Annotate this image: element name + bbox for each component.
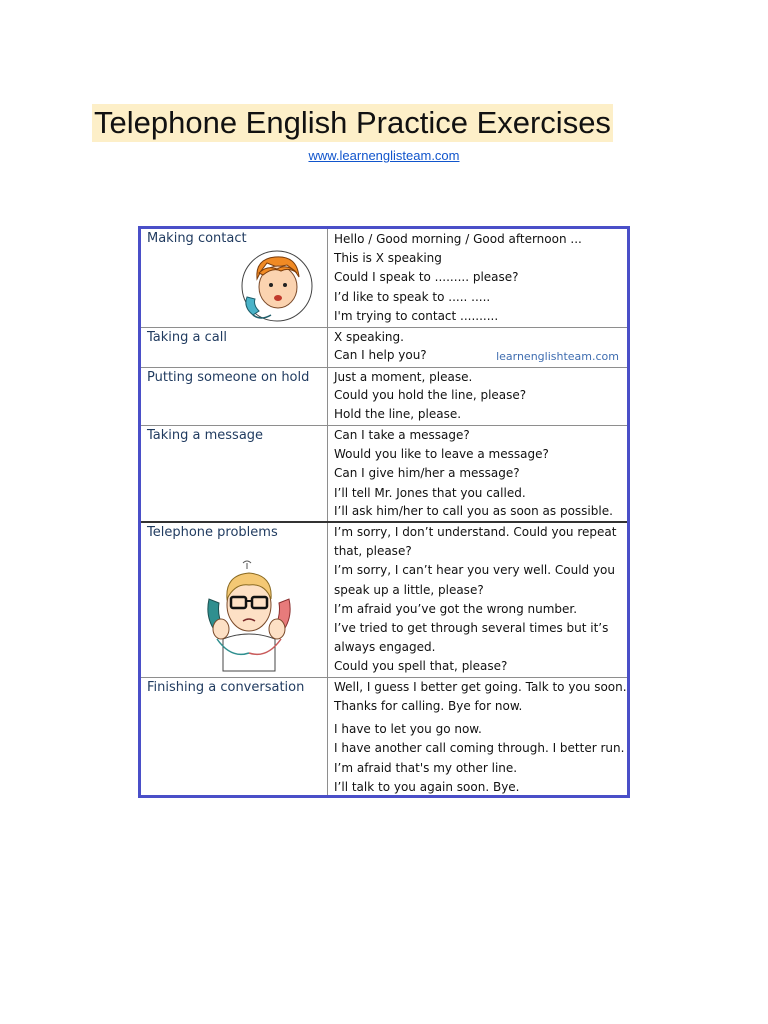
- phrase-cell: [327, 229, 627, 327]
- phrase-line: Hello / Good morning / Good afternoon ...: [334, 232, 582, 246]
- website-link[interactable]: www.learnenglisteam.com: [308, 148, 460, 163]
- phrase-line: Could you hold the line, please?: [334, 388, 527, 402]
- phrase-line: Just a moment, please.: [334, 370, 473, 384]
- phrase-table: [138, 226, 630, 798]
- phrase-line: This is X speaking: [334, 251, 442, 265]
- phone-call-boy-icon: [237, 249, 317, 328]
- section-label: Telephone problems: [147, 525, 278, 540]
- phrase-line: that, please?: [334, 544, 412, 558]
- phrase-line: Could you spell that, please?: [334, 659, 508, 673]
- phrase-line: I’ll tell Mr. Jones that you called.: [334, 486, 526, 500]
- confused-man-two-phones-icon: [205, 559, 293, 682]
- table-row-telephone-problems: [141, 523, 627, 678]
- phrase-line: I’m afraid that's my other line.: [334, 761, 518, 775]
- phrase-line: I’m sorry, I don’t understand. Could you repeat: [334, 525, 617, 539]
- phrase-line: Can I take a message?: [334, 428, 470, 442]
- phrase-line: I'm trying to contact ..........: [334, 309, 499, 323]
- table-row-finishing-a-conversation: [141, 678, 627, 795]
- phrase-line: Could I speak to ......... please?: [334, 270, 519, 284]
- phrase-line: I’m afraid you’ve got the wrong number.: [334, 602, 578, 616]
- phrase-cell: [327, 328, 627, 367]
- phrase-line: Hold the line, please.: [334, 407, 462, 421]
- phrase-line: I’d like to speak to ..... .....: [334, 290, 491, 304]
- phrase-line: Would you like to leave a message?: [334, 447, 549, 461]
- phrase-line: I’ve tried to get through several times but it’s: [334, 621, 609, 635]
- section-label: Taking a message: [147, 428, 264, 443]
- phrase-line: I’ll talk to you again soon. Bye.: [334, 780, 520, 794]
- phrase-line: I have another call coming through. I better run.: [334, 741, 625, 755]
- table-row-making-contact: [141, 229, 627, 328]
- section-label: Making contact: [147, 231, 247, 246]
- table-row-putting-on-hold: [141, 368, 627, 426]
- phrase-line: Thanks for calling. Bye for now.: [334, 699, 523, 713]
- phrase-cell: [327, 678, 627, 795]
- section-label: Finishing a conversation: [147, 680, 305, 695]
- phrase-line: speak up a little, please?: [334, 583, 484, 597]
- phrase-cell: [327, 368, 627, 425]
- section-label: Putting someone on hold: [147, 370, 310, 385]
- phrase-line: I have to let you go now.: [334, 722, 482, 736]
- phrase-line: I’ll ask him/her to call you as soon as possible.: [334, 504, 613, 518]
- phrase-line: Can I help you?: [334, 348, 427, 362]
- phrase-line: always engaged.: [334, 640, 436, 654]
- section-label: Taking a call: [147, 330, 227, 345]
- watermark: learnenglishteam.com: [496, 350, 619, 363]
- phrase-line: X speaking.: [334, 330, 404, 344]
- phrase-line: Well, I guess I better get going. Talk to you soon.: [334, 680, 627, 694]
- phrase-cell: [327, 426, 627, 521]
- page-title: Telephone English Practice Exercises: [94, 105, 611, 140]
- table-row-taking-a-call: [141, 328, 627, 368]
- phrase-line: Can I give him/her a message?: [334, 466, 520, 480]
- table-row-taking-a-message: [141, 426, 627, 523]
- phrase-cell: [327, 523, 627, 677]
- phrase-line: I’m sorry, I can’t hear you very well. Could you: [334, 563, 616, 577]
